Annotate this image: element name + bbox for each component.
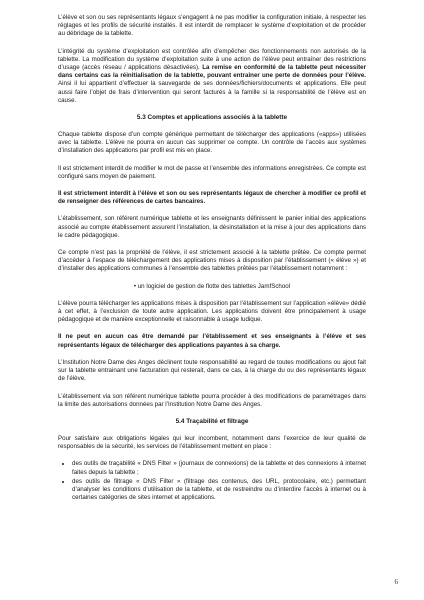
section-heading-5-3: 5.3 Comptes et applications associés à la tablette (136, 114, 288, 122)
paragraph-profile-warning: Il est strictement interdit à l’élève et son ou ses représentants légaux de chercher à modifier ce profil et de renseigner des références de cartes bancaires. (58, 190, 366, 206)
paragraph-account-ownership: Ce compte n’est pas la propriété de l’élève, il est strictement associé à la tablette prêtée. Ce compte permet d’accéder à l’espace de téléchargement des applications mises à disposition par l’établissement (« élève ») et d’installer des applications communes à l’ensemble des tablettes prêtées par l’établissement notamment : (58, 249, 366, 273)
list-item: • des outils de traçabilité « DNS Filter » (journaux de connexions) de la tablette et des connexions à internet faites depuis la tablette ; (72, 460, 366, 476)
paragraph-password: Il est strictement interdit de modifier le mot de passe et l’ensemble des informations enregistrées. Ce compte est configuré sans moyen de paiement. (58, 164, 366, 180)
paragraph-student-download: L’élève pourra télécharger les applications mises à disposition par l’établissement sur l’application «élève» dédié à cet effet, à l’exclusion de toute autre application. Les applications doivent être principalement à usage pédagogique et de manière exceptionnelle et raisonnable à usage ludique. (58, 299, 366, 324)
integrity-text-cont: Ainsi il lui appartient d’effectuer la sauvegarde de ses données/fichiers/documents et applications. Elle peut aussi faire l’objet de frais d’intervention qui seront facturés à la famille si la responsabilité de l’élève est en cause. (58, 80, 366, 104)
paragraph-settings: L’établissement via son référent numérique tablette pourra procéder à des modifications de paramétrages dans la limite des autorisations données par l’Institution Notre Dame des Anges. (58, 392, 366, 408)
document-page (58, 14, 366, 503)
paragraph-paid-apps: Il ne peut en aucun cas être demandé par l’établissement et ses enseignants à l’élève et ses représentants légaux de télécharger des applications payantes à sa charge. (58, 333, 366, 349)
section-heading-5-4: 5.4 Traçabilité et filtrage (175, 417, 249, 425)
integrity-text: L’intégrité du système d’exploitation est contrôlée afin d’empêcher des fonctionnements non autorisés de la tablette. La modification du système d’exploitation suite à une action de l’élève peut entraîner des restrictions d’usage (accès réseau / applications désactivées). (58, 47, 366, 72)
paragraph-initial-apps: L’établissement, son référent numérique tablette et les enseignants définissent le panier initial des applications associé au compte établissement assurent l’installation, la désinstallation et la mise à jour des applications dans le cadre pédagogique. (58, 215, 366, 239)
paragraph-legal-obligations: Pour satisfaire aux obligations légales qui leur incombent, notamment dans l’exercice de leur qualité de responsables de la sécurité, les services de l’établissement mettent en place : (58, 434, 366, 451)
bullet-jamfschool: • un logiciel de gestion de flotte des tablettes JamfSchool (133, 282, 291, 290)
tracking-list (58, 460, 366, 502)
integrity-bold-text: La remise en conformité de la tablette peut nécessiter dans certains cas la réinitialisation de la tablette, pouvant entraîner une perte de données pour l’élève. (58, 64, 366, 80)
paragraph-liability: L’Institution Notre Dame des Anges déclinent toute responsabilité au regard de toutes modifications ou ajout fait sur la tablette entrainant une facturation qui resterait, dans ce cas, à la charge du ou des représentants légaux de l’élève. (58, 358, 366, 383)
page-number: 6 (394, 578, 398, 586)
paragraph-generic-account: Chaque tablette dispose d’un compte générique permettant de télécharger des applications («apps») utilisées avec la tablette. L’élève ne pourra en aucun cas supprimer ce compte. Un contrôle de l’accès aux systèmes d’installation des applications par profil est mis en place. (58, 131, 366, 155)
paragraph-integrity (58, 48, 366, 105)
list-item: • des outils de filtrage « DNS Filter » (filtrage des contenus, des URL, protocolaire, etc.) permettant d’analyser les conditions d’utilisation de la tablette, et de restreindre ou d’interdire l’accès à internet ou à certaines catégories de sites internet et applications. (72, 478, 366, 503)
paragraph-configuration: L’élève et son ou ses représentants légaux s’engagent à ne pas modifier la configuration initiale, à respecter les réglages et les profils de sécurité installés. Il est interdit de remplacer le système d’exploitation et de procéder au débridage de la tablette. (58, 14, 366, 38)
